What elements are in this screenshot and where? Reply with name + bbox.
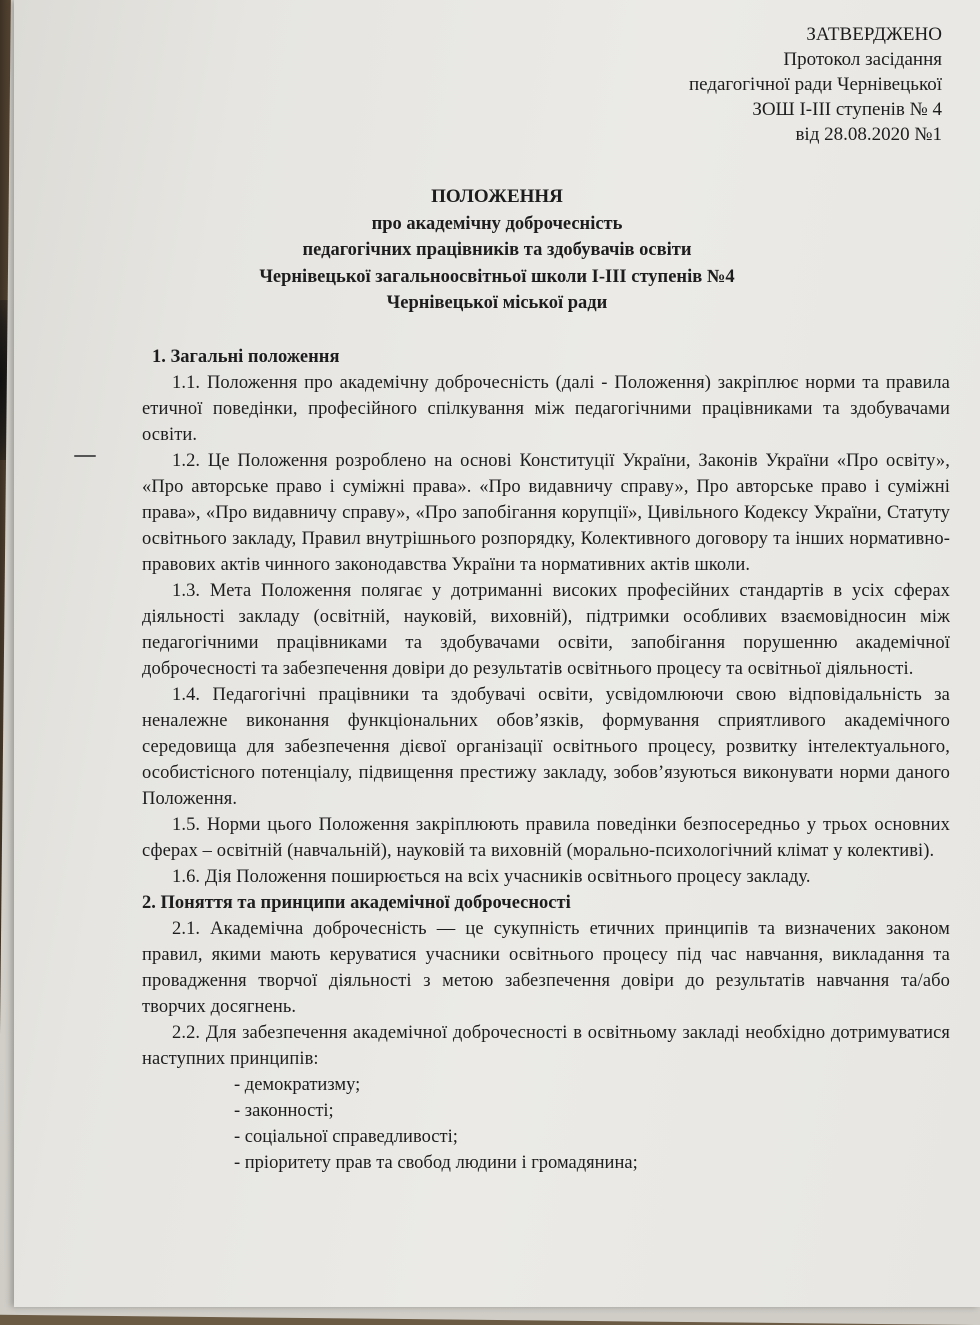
document-page (14, 0, 980, 1307)
principles-list (142, 1072, 950, 1176)
approval-status: ЗАТВЕРДЖЕНО (806, 24, 942, 45)
paragraph-1-6: 1.6. Дія Положення поширюється на всіх учасників освітнього процесу закладу. (172, 867, 811, 887)
list-item: - демократизму; (234, 1075, 361, 1095)
section-1-heading: 1. Загальні положення (152, 347, 340, 367)
section-2-heading: 2. Поняття та принципи академічної доброчесності (142, 893, 571, 913)
paragraph-2-1: 2.1. Академічна доброчесність — це сукупність етичних принципів та визначених законом правил, якими мають керуватися учасники освітнього процесу під час навчання, викладання та провадження творчої діяльності з метою забезпечення довіри до результатів навчання та/або творчих досягнень. (142, 919, 950, 1017)
title-line-1: про академічну доброчесність (371, 213, 623, 234)
approval-council: педагогічної ради Чернівецької (688, 74, 942, 95)
title-main: ПОЛОЖЕННЯ (431, 186, 563, 207)
title-line-2: педагогічних працівників та здобувачів освіти (302, 240, 692, 260)
approval-school: ЗОШ І-ІІІ ступенів № 4 (752, 99, 942, 120)
paragraph-1-2: 1.2. Це Положення розроблено на основі Конституції України, Законів України «Про освіту», «Про авторське право і суміжні права». «Про видавничу справу», Про авторське право і суміжні права», «Про видавничу справу», «Про запобігання корупції», Цивільного Кодексу України, Статуту освітнього закладу, Правил внутрішнього розпорядку, Колективного договору та інших нормативно-правових актів чинного законодавства України та нормативних актів школи. (142, 451, 950, 575)
approval-protocol: Протокол засідання (783, 49, 942, 70)
paragraph-2-2: 2.2. Для забезпечення академічної доброчесності в освітньому закладі необхідно дотримуватися наступних принципів: (142, 1023, 950, 1069)
title-line-4: Чернівецької міської ради (386, 293, 608, 313)
document-body (142, 344, 950, 1176)
document-title (14, 184, 980, 317)
approval-date: від 28.08.2020 №1 (795, 124, 942, 145)
list-item: - соціальної справедливості; (234, 1127, 458, 1147)
paragraph-1-1: 1.1. Положення про академічну доброчесність (далі - Положення) закріплює норми та правила етичної поведінки, професійного спілкування між педагогічними працівниками та здобувачами освіти. (142, 373, 950, 445)
paragraph-1-5: 1.5. Норми цього Положення закріплюють правила поведінки безпосередньо у трьох основних сферах – освітній (навчальній), науковій та виховній (морально-психологічний клімат у колективі). (142, 815, 950, 861)
title-line-3: Чернівецької загальноосвітньої школи І-ІІІ ступенів №4 (259, 266, 735, 287)
paragraph-1-4: 1.4. Педагогічні працівники та здобувачі освіти, усвідомлюючи свою відповідальність за неналежне виконання функціональних обов’язків, формування сприятливого академічного середовища для забезпечення дієвої організації освітнього процесу, розвитку інтелектуального, особистісного потенціалу, підвищення престижу закладу, зобов’язуються виконувати норми даного Положення. (142, 685, 950, 809)
margin-pencil-mark (74, 455, 96, 457)
list-item: - законності; (234, 1101, 334, 1121)
approval-stamp-block (689, 22, 942, 147)
paragraph-1-3: 1.3. Мета Положення полягає у дотриманні високих професійних стандартів в усіх сферах діяльності закладу (освітній, науковій, виховній), підтримки особливих взаємовідносин між педагогічними працівниками та здобувачами освіти, запобігання порушенню академічної доброчесності та забезпечення довіри до результатів освітнього процесу та освітньої діяльності. (142, 581, 950, 679)
list-item: - пріоритету прав та свобод людини і громадянина; (234, 1153, 638, 1173)
